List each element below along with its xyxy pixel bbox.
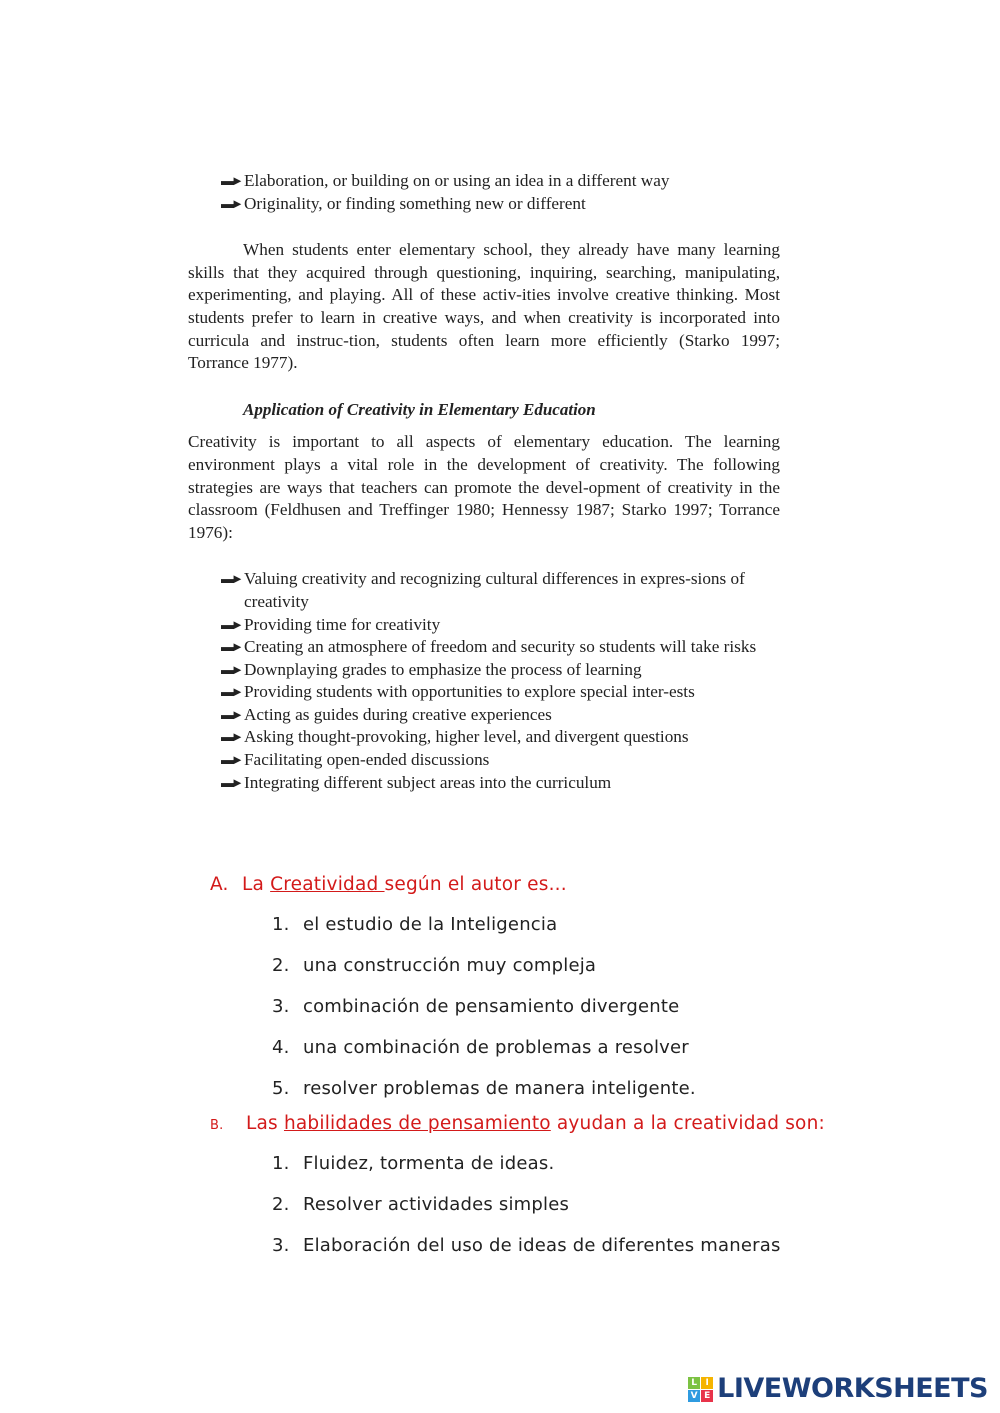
arrow-bullet-icon: ▬► (221, 571, 241, 587)
list-item: ▬► Asking thought-provoking, higher level, and divergent questions (188, 726, 780, 749)
quiz-section (210, 874, 910, 1266)
list-item: ▬► Providing students with opportunities to explore special inter-ests (188, 681, 780, 704)
logo-text: LIVEWORKSHEETS (717, 1373, 988, 1404)
arrow-bullet-icon: ▬► (221, 639, 241, 655)
logo-tile: E (701, 1390, 713, 1402)
answer-option[interactable]: 3. Elaboración del uso de ideas de diferentes maneras (272, 1235, 781, 1256)
arrow-bullet-icon: ▬► (221, 616, 241, 632)
list-item: ▬► Integrating different subject areas into the curriculum (188, 772, 780, 795)
arrow-bullet-icon: ▬► (221, 729, 241, 745)
liveworksheets-logo (688, 1374, 988, 1404)
answer-option[interactable]: 4. una combinación de problemas a resolver (272, 1037, 689, 1058)
arrow-bullet-icon: ▬► (221, 684, 241, 700)
answer-options (272, 904, 910, 1109)
list-item: ▬► Elaboration, or building on or using an idea in a different way (188, 170, 780, 193)
answer-option[interactable]: 2. Resolver actividades simples (272, 1194, 570, 1215)
list-item: ▬► Acting as guides during creative experiences (188, 704, 780, 727)
list-item: ▬► Creating an atmosphere of freedom and security so students will take risks (188, 636, 780, 659)
arrow-bullet-icon: ▬► (221, 661, 241, 677)
question-letter: A. (210, 874, 229, 895)
paragraph-elementary-skills: When students enter elementary school, they already have many learning skills that they acquired through questioning, inquiring, searching, manipulating, experimenting, and playing. All of these activ-ities involve creative thinking. Most students prefer to learn in creative ways, and when creativity is incorporated into curricula and instruc-tion, students often learn more efficiently (Starko 1997; Torrance 1977). (188, 240, 780, 373)
section-heading: Application of Creativity in Elementary Education (243, 399, 596, 419)
question-b (210, 1113, 910, 1266)
question-a (210, 874, 910, 1109)
answer-option[interactable]: 1. el estudio de la Inteligencia (272, 914, 558, 935)
arrow-bullet-icon: ▬► (221, 173, 241, 188)
logo-tile: V (688, 1390, 700, 1402)
underlined-keyword: habilidades de pensamiento (283, 1113, 551, 1134)
list-item: ▬► Valuing creativity and recognizing cultural differences in expres-sions of creativity (221, 569, 745, 611)
arrow-bullet-icon: ▬► (221, 774, 241, 790)
underlined-keyword: Creatividad (270, 874, 385, 895)
answer-option[interactable]: 2. una construcción muy compleja (272, 955, 597, 976)
arrow-bullet-icon: ▬► (221, 195, 241, 211)
arrow-bullet-icon: ▬► (221, 706, 241, 722)
question-title: A. La Creatividad según el autor es... (210, 874, 567, 895)
logo-tile: I (701, 1377, 713, 1389)
question-title: B. Las habilidades de pensamiento ayudan a la creatividad son: (210, 1113, 825, 1134)
arrow-bullet-icon: ▬► (221, 752, 241, 768)
question-letter: B. (210, 1118, 224, 1133)
paragraph-creativity-importance: Creativity is important to all aspects of elementary education. The learning environment plays a vital role in the development of creativity. The following strategies are ways that teachers can promote the devel-opment of creativity in the classroom (Feldhusen and Treffinger 1980; Hennessy 1987; Starko 1997; Torrance 1976): (188, 432, 780, 542)
list-item: ▬► Downplaying grades to emphasize the process of learning (188, 659, 780, 682)
answer-options (272, 1143, 910, 1266)
list-item: ▬► Originality, or finding something new or different (188, 193, 780, 216)
answer-option[interactable]: 5. resolver problemas de manera inteligente. (272, 1078, 696, 1099)
intro-bullet-list (188, 170, 780, 215)
list-item: ▬► Providing time for creativity (188, 614, 780, 637)
logo-tile: L (688, 1377, 700, 1389)
answer-option[interactable]: 3. combinación de pensamiento divergente (272, 996, 680, 1017)
answer-option[interactable]: 1. Fluidez, tormenta de ideas. (272, 1153, 555, 1174)
strategies-list (188, 568, 780, 794)
scanned-text-excerpt (188, 170, 780, 794)
list-item: ▬► Facilitating open-ended discussions (188, 749, 780, 772)
live-tiles-icon (688, 1377, 713, 1402)
